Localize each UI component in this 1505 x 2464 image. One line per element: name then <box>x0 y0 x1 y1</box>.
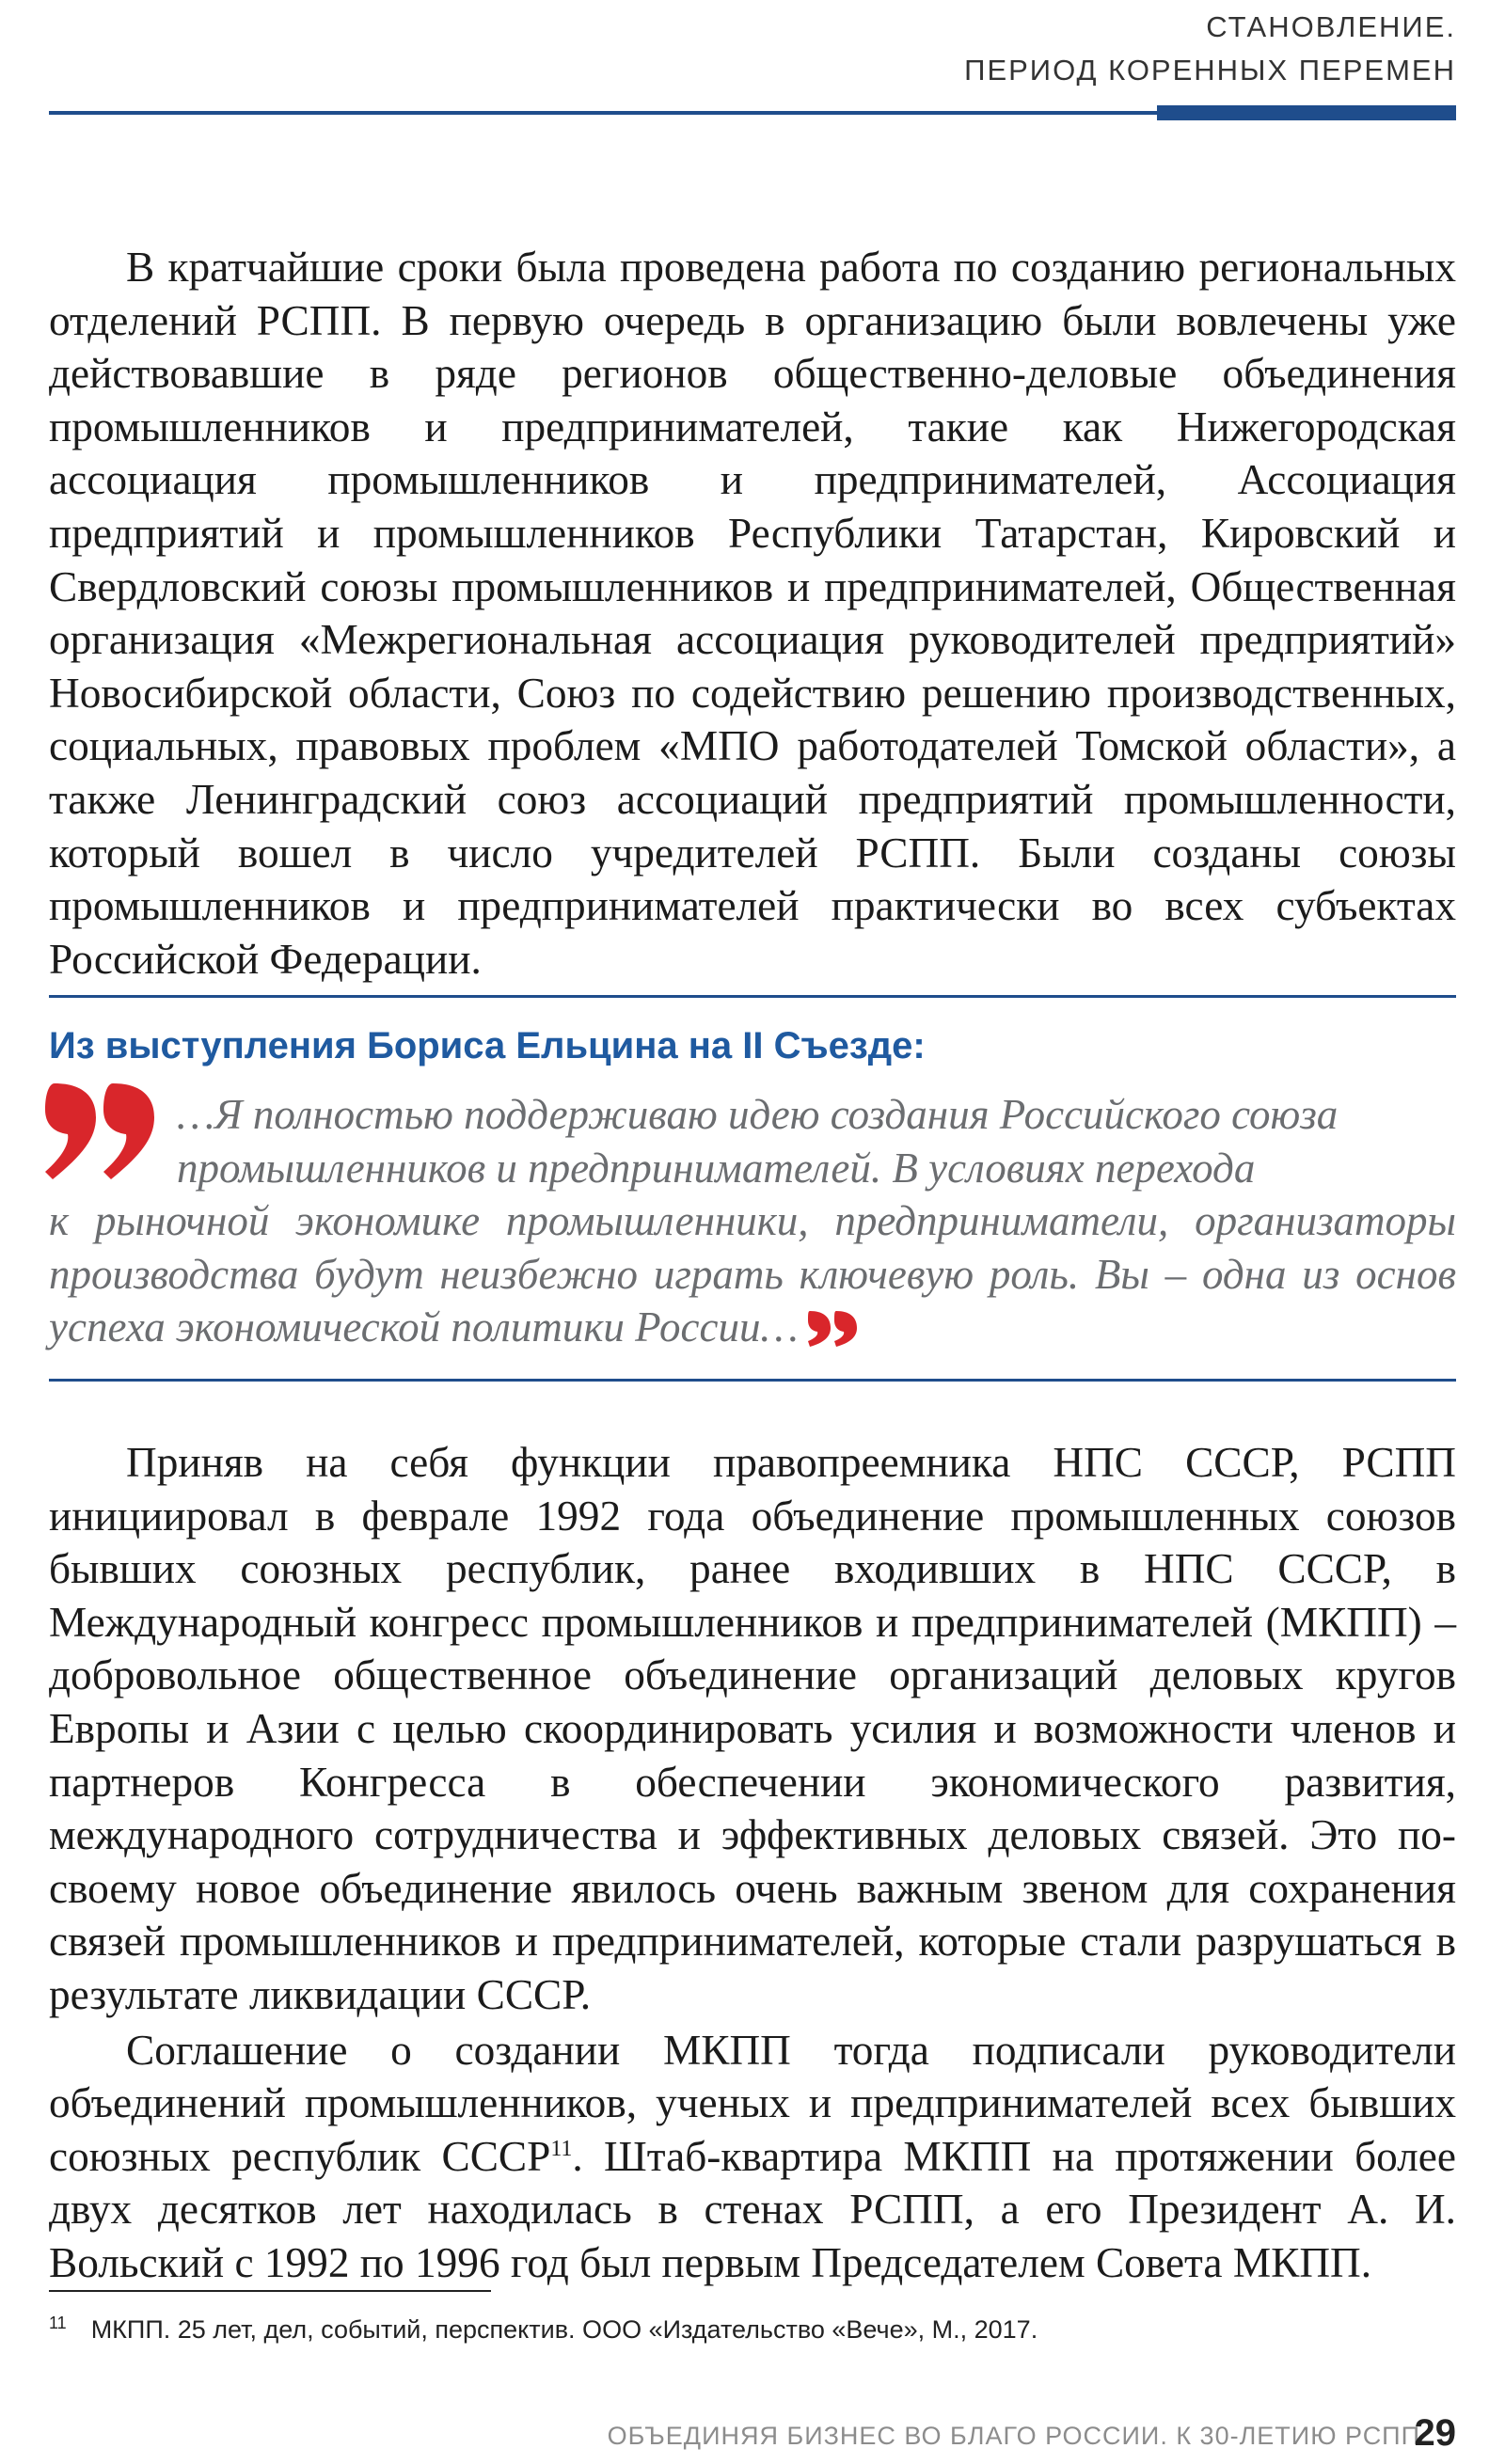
quote-body <box>49 1088 1456 1354</box>
footnote <box>49 2314 1038 2345</box>
quote-bottom-rule <box>49 1379 1456 1382</box>
page-number: 29 <box>1414 2412 1456 2454</box>
paragraph-3 <box>49 2024 1456 2290</box>
quote-title: Из выступления Бориса Ельцина на II Съезде: <box>49 1025 926 1066</box>
footnote-ref: 11 <box>550 2136 573 2161</box>
text-block-1 <box>49 241 1456 986</box>
quote-line-rest: к рыночной экономике промышленники, предприниматели, организаторы производства будут неизбежно играть ключевую роль. Вы – одна из основ успеха экономической политики России… <box>49 1197 1456 1350</box>
paragraph-3-text-a: Соглашение о создании МКПП тогда подписали руководители объединений промышленников, ученых и предпринимателей всех бывших союзных республик СССР <box>49 2026 1456 2180</box>
footnote-number: 11 <box>49 2314 67 2332</box>
paragraph-3-text-b: . Штаб-квартира МКПП на протяжении более двух десятков лет находилась в стенах РСПП, а его Президент А. И. Вольский с 1992 по 1996 год был первым Председателем Совета МКПП. <box>49 2132 1456 2286</box>
header-rule-accent <box>1157 105 1456 120</box>
running-header <box>964 6 1456 92</box>
header-line-1: СТАНОВЛЕНИЕ. <box>1206 10 1456 43</box>
paragraph-1: В кратчайшие сроки была проведена работа по созданию региональных отделений РСПП. В первую очередь в организацию были вовлечены уже действовавшие в ряде регионов общественно-деловые объединения промышленников и предпринимателей, такие как Нижегородская ассоциация промышленников и предпринимателей, Ассоциация предприятий и промышленников Республики Татарстан, Кировский и Свердловский союзы промышленников и предпринимателей, Общественная организация «Межрегиональная ассоциация руководителей предприятий» Новосибирской области, Союз по содействию решению производственных, социальных, правовых проблем «МПО работодателей Томской области», а также Ленинградский союз ассоциаций предприятий промышленности, который вошел в число учредителей РСПП. Были созданы союзы промышленников и предпринимателей практически во всех субъектах Российской Федерации. <box>49 244 1456 983</box>
quote-line-2: промышленников и предпринимателей. В условиях перехода <box>177 1144 1256 1192</box>
text-block-2 <box>49 1436 1456 2290</box>
paragraph-2: Приняв на себя функции правопреемника НПС СССР, РСПП инициировал в феврале 1992 года объединение промышленных союзов бывших союзных республик, ранее входивших в НПС СССР, в Международный конгресс промышленников и предпринимателей (МКПП) – добровольное общественное объединение организаций деловых кругов Европы и Азии с целью скоординировать усилия и возможности членов и партнеров Конгресса в обеспечении экономического развития, международного сотрудничества и эффективных деловых связей. Это по-своему новое объединение явилось очень важным звеном для сохранения связей промышленников и предпринимателей, которые стали разрушаться в результате ликвидации СССР. <box>49 1439 1456 2018</box>
header-line-2: ПЕРИОД КОРЕННЫХ ПЕРЕМЕН <box>964 54 1456 87</box>
close-quote-mark-icon <box>806 1307 859 1349</box>
quote-top-rule <box>49 995 1456 998</box>
footnote-rule <box>49 2290 491 2292</box>
header-rule <box>49 111 1157 115</box>
running-footer: ОБЪЕДИНЯЯ БИЗНЕС ВО БЛАГО РОССИИ. К 30-ЛЕТИЮ РСПП <box>607 2422 1420 2450</box>
footnote-text: МКПП. 25 лет, дел, событий, перспектив. ООО «Издательство «Вече», М., 2017. <box>90 2315 1038 2344</box>
quote-line-1: …Я полностью поддерживаю идею создания Российского союза <box>177 1091 1339 1138</box>
